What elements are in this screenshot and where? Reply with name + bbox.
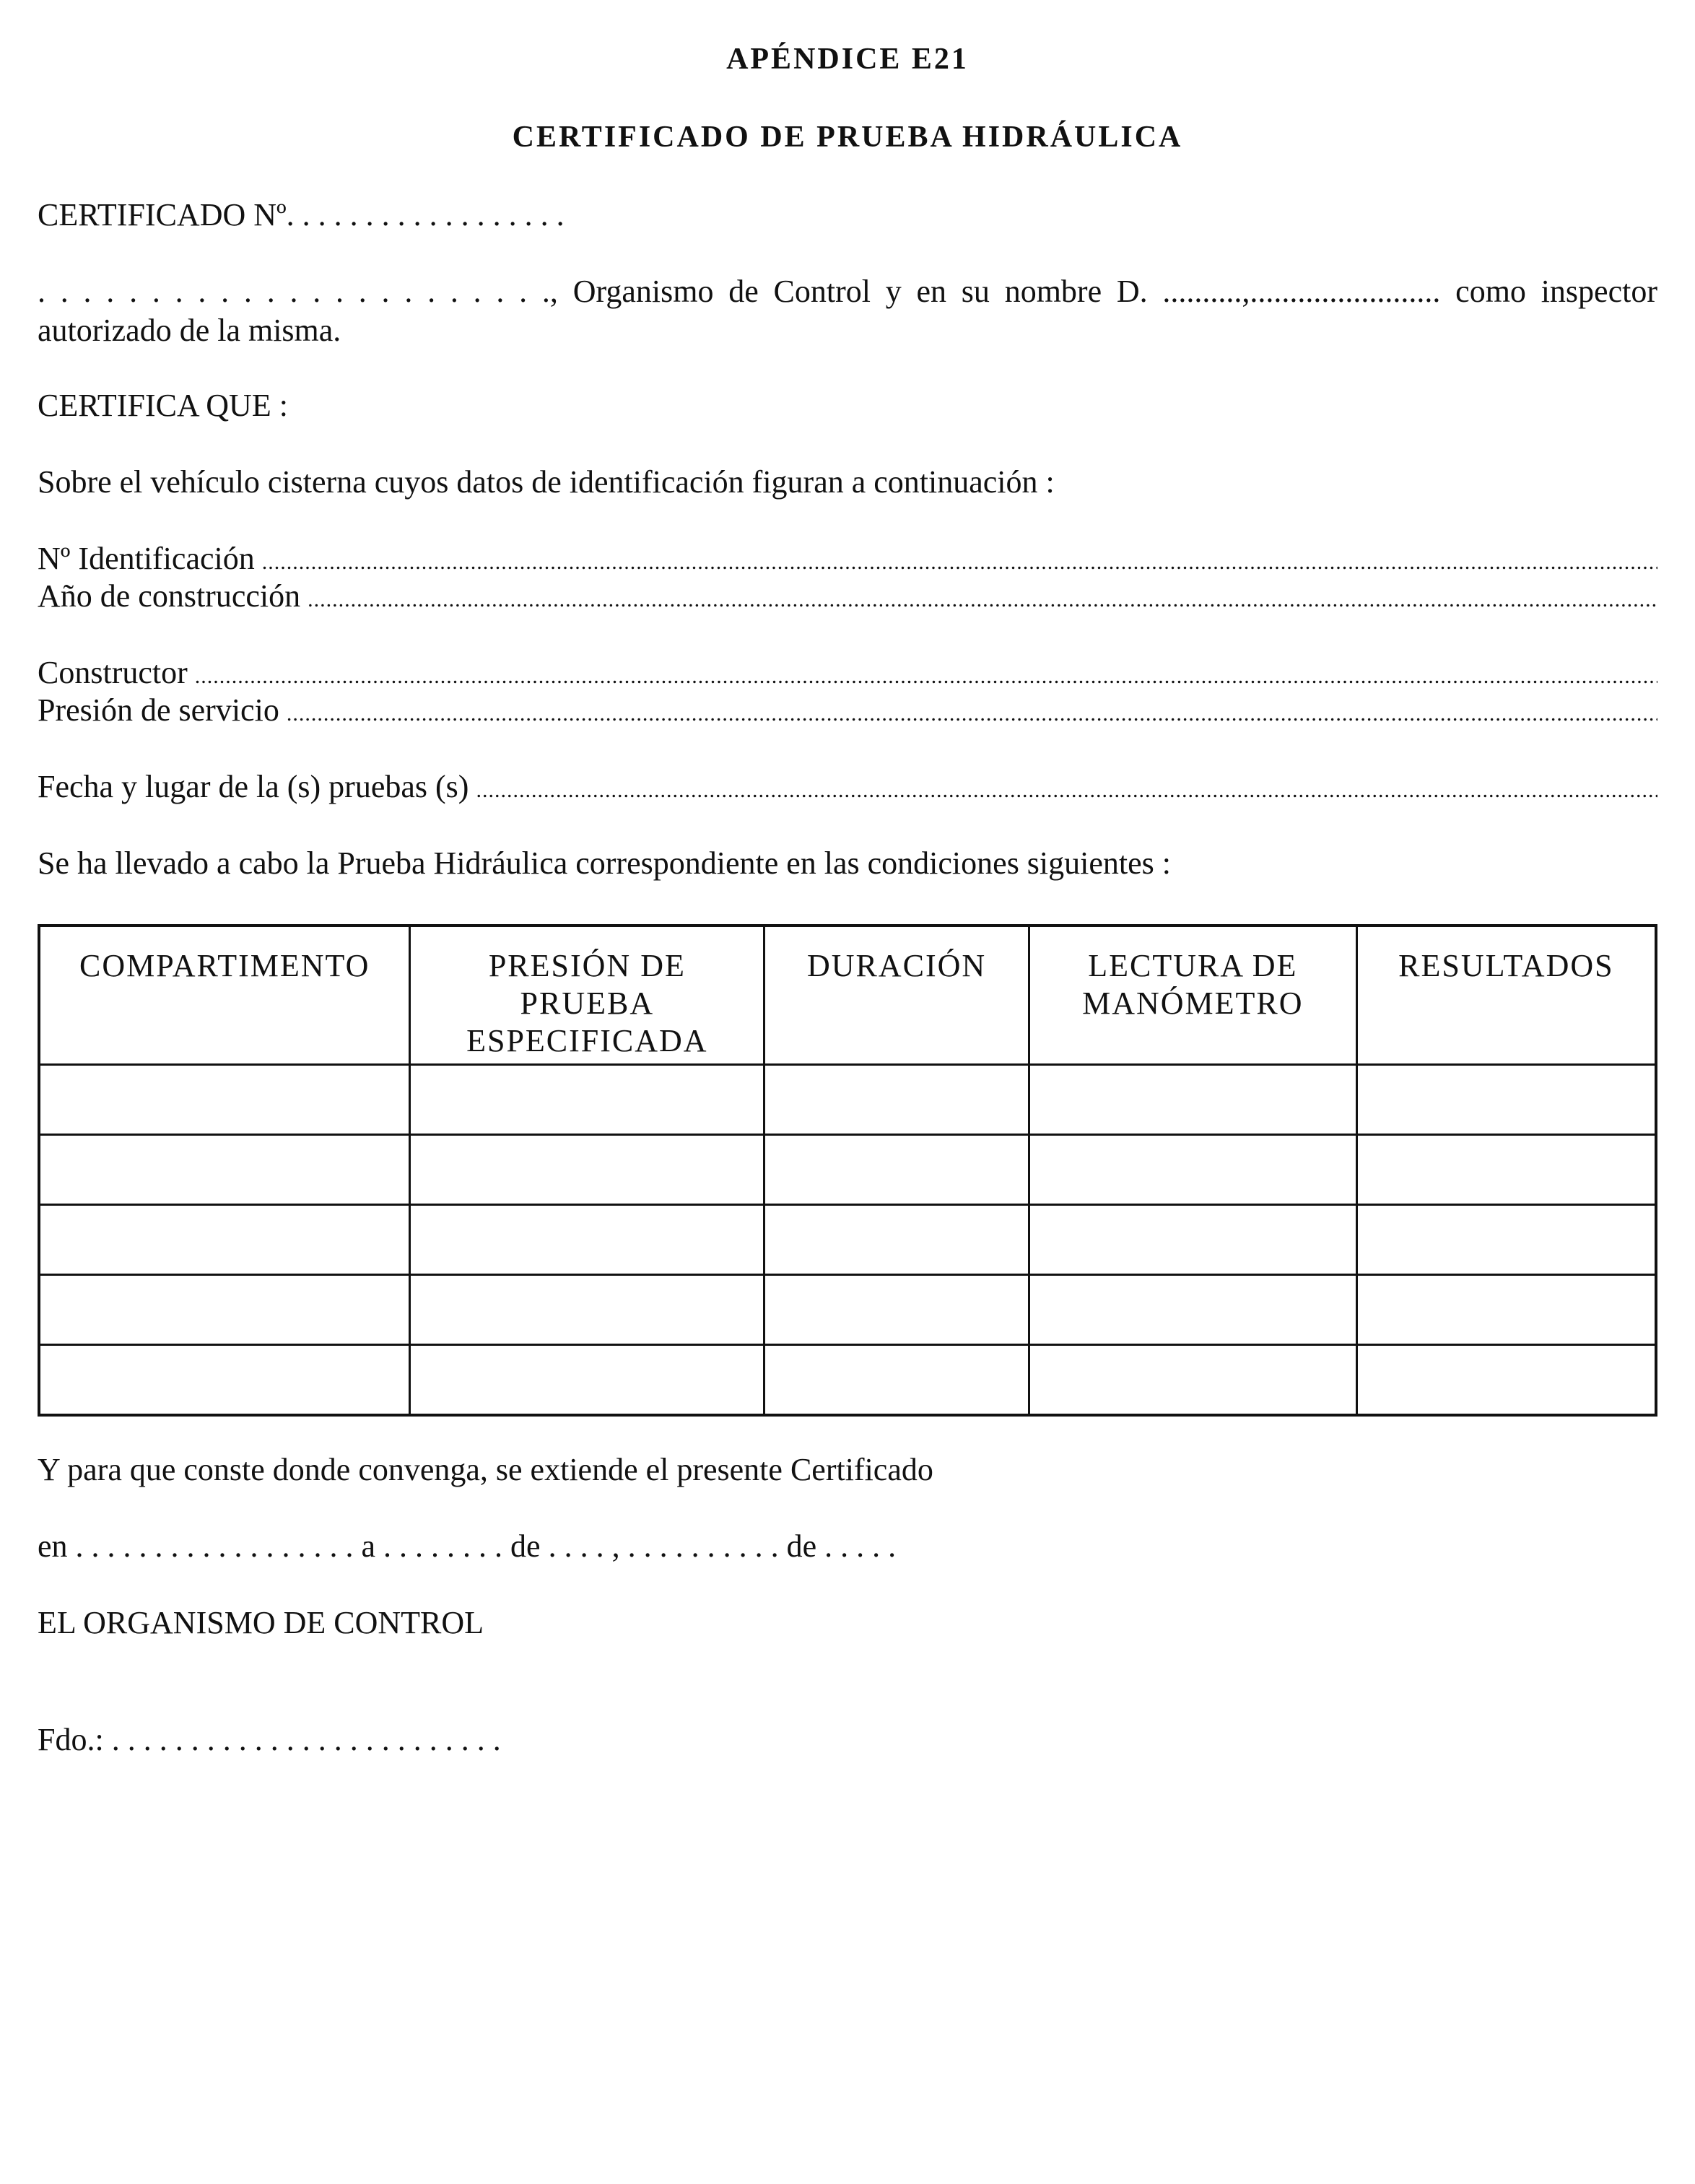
field-presion-label: Presión de servicio [38,692,279,728]
header-lectura-manometro: LECTURA DE MANÓMETRO [1029,926,1356,1064]
table-cell[interactable] [1356,1204,1656,1274]
field-identificacion [38,540,1657,577]
table-cell[interactable] [1356,1274,1656,1344]
field-anio-label: Año de construcción [38,578,301,614]
table-row [39,1064,1656,1134]
test-results-table [38,924,1657,1417]
intro-line-1: . . . . . . . . . . . . . . . . . . . . . . ., Organismo de Control y en su nombre D. ..........,........................ como inspector [38,274,1657,309]
table-cell[interactable] [1356,1344,1656,1415]
header-compartimento: COMPARTIMENTO [39,926,410,1064]
table-cell[interactable] [764,1274,1029,1344]
table-cell[interactable] [39,1134,410,1204]
table-cell[interactable] [764,1344,1029,1415]
closing-text: Y para que conste donde convenga, se extiende el presente Certificado [38,1452,933,1487]
table-cell[interactable] [39,1274,410,1344]
place-date-line: en . . . . . . . . . . . . . . . . . . a . . . . . . . . de . . . . , . . . . . . . . . . de . . . . . [38,1528,897,1564]
header-presion-prueba: PRESIÓN DE PRUEBA ESPECIFICADA [410,926,764,1064]
table-row [39,1274,1656,1344]
intro-line-2: autorizado de la misma. [38,313,341,348]
table-cell[interactable] [764,1204,1029,1274]
table-cell[interactable] [410,1344,764,1415]
table-cell[interactable] [1029,1274,1356,1344]
table-header-row [39,926,1656,1064]
table-row [39,1204,1656,1274]
certifies-heading: CERTIFICA QUE : [38,388,288,423]
table-cell[interactable] [39,1204,410,1274]
table-cell[interactable] [39,1344,410,1415]
certificate-number-line: CERTIFICADO Nº. . . . . . . . . . . . . . . . . . [38,197,565,232]
header-duracion: DURACIÓN [764,926,1029,1064]
field-presion [38,692,1657,728]
table-cell[interactable] [1029,1204,1356,1274]
header-resultados: RESULTADOS [1356,926,1656,1064]
vehicle-intro-text: Sobre el vehículo cisterna cuyos datos de identificación figuran a continuación : [38,464,1055,500]
dotted-fill-line [287,702,1657,726]
dotted-fill-line [262,550,1657,575]
field-identificacion-label: Nº Identificación [38,541,255,576]
table-row [39,1344,1656,1415]
table-cell[interactable] [764,1064,1029,1134]
dotted-fill-line [308,588,1657,612]
test-intro-text: Se ha llevado a cabo la Prueba Hidráulica correspondiente en las condiciones siguientes : [38,845,1172,881]
dotted-fill-line [195,664,1657,689]
field-anio [38,578,1657,614]
table-cell[interactable] [39,1064,410,1134]
table-cell[interactable] [1029,1344,1356,1415]
table-cell[interactable] [764,1134,1029,1204]
table-cell[interactable] [410,1204,764,1274]
table-cell[interactable] [1029,1064,1356,1134]
field-fecha [38,768,1657,805]
table-cell[interactable] [410,1274,764,1344]
table-cell[interactable] [1029,1134,1356,1204]
field-fecha-label: Fecha y lugar de la (s) pruebas (s) [38,769,469,804]
table-cell[interactable] [1356,1134,1656,1204]
table-cell[interactable] [1356,1064,1656,1134]
field-constructor [38,654,1657,691]
table-cell[interactable] [410,1064,764,1134]
certificate-title: CERTIFICADO DE PRUEBA HIDRÁULICA [512,121,1183,154]
table-row [39,1134,1656,1204]
appendix-heading: APÉNDICE E21 [726,43,969,76]
dotted-fill-line [476,778,1657,803]
field-constructor-label: Constructor [38,655,188,690]
signature-line: Fdo.: . . . . . . . . . . . . . . . . . . . . . . . . . [38,1722,501,1757]
control-organism-label: EL ORGANISMO DE CONTROL [38,1605,484,1640]
table-cell[interactable] [410,1134,764,1204]
